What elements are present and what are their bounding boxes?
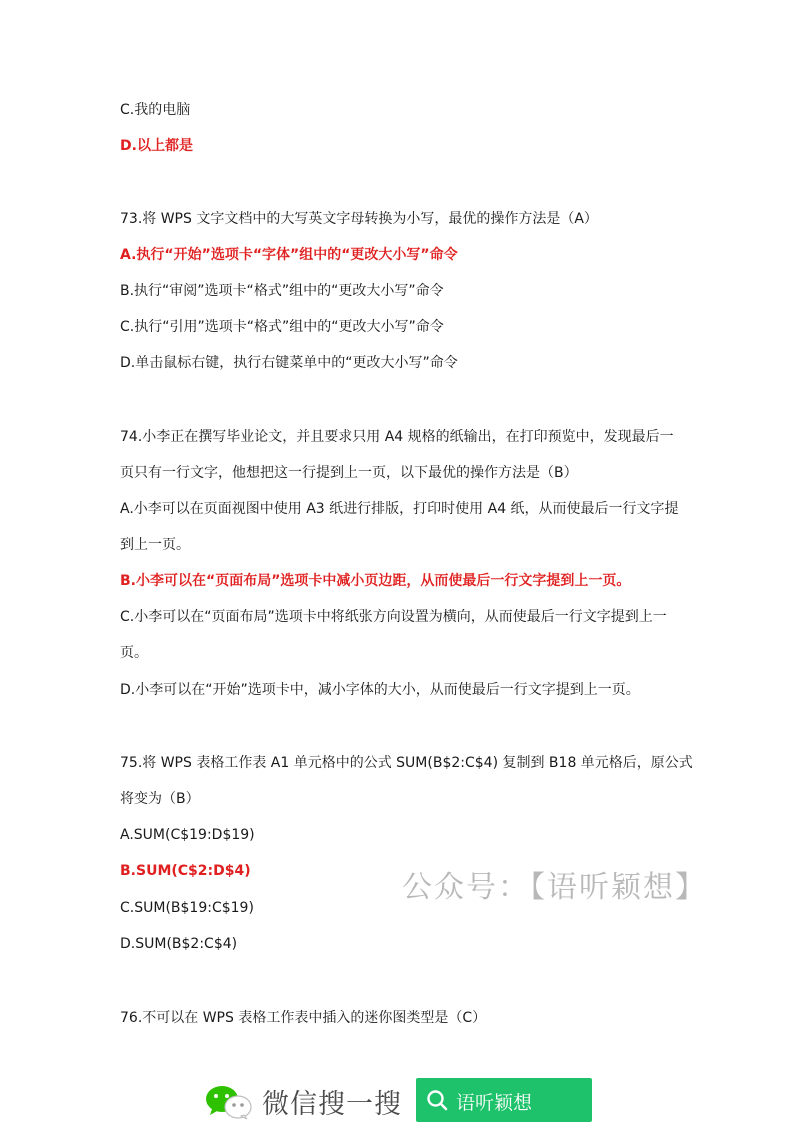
q74-option-b-answer: B.小李可以在“页面布局”选项卡中减小页边距，从而使最后一行文字提到上一页。	[120, 573, 631, 589]
q74-question-line2: 页只有一行文字，他想把这一行提到上一页，以下最优的操作方法是（B）	[120, 465, 578, 481]
search-label: 语听颖想	[456, 1092, 533, 1114]
search-button[interactable]	[416, 1078, 592, 1122]
q76-question: 76.不可以在 WPS 表格工作表中插入的迷你图类型是（C）	[120, 1010, 487, 1026]
q74-option-c-line1: C.小李可以在“页面布局”选项卡中将纸张方向设置为横向，从而使最后一行文字提到上一	[120, 609, 667, 625]
q75-question-line2: 将变为（B）	[120, 791, 200, 807]
q74-option-a-line2: 到上一页。	[120, 537, 190, 553]
q75-question-line1: 75.将 WPS 表格工作表 A1 单元格中的公式 SUM(B$2:C$4) 复制到 B18 单元格后，原公式	[120, 755, 693, 771]
q74-question-line1: 74.小李正在撰写毕业论文，并且要求只用 A4 规格的纸输出，在打印预览中，发现最后一	[120, 429, 674, 445]
q75-option-a: A.SUM(C$19:D$19)	[120, 827, 255, 843]
q73-option-a-answer: A.执行“开始”选项卡“字体”组中的“更改大小写”命令	[120, 247, 458, 263]
q74-option-a-line1: A.小李可以在页面视图中使用 A3 纸进行排版，打印时使用 A4 纸，从而使最后一行文字提	[120, 501, 679, 517]
q74-option-d: D.小李可以在“开始”选项卡中，减小字体的大小，从而使最后一行文字提到上一页。	[120, 682, 640, 698]
q75-option-d: D.SUM(B$2:C$4)	[120, 936, 238, 952]
q73-question: 73.将 WPS 文字文档中的大写英文字母转换为小写，最优的操作方法是（A）	[120, 211, 598, 227]
q73-option-c: C.执行“引用”选项卡“格式”组中的“更改大小写”命令	[120, 319, 444, 335]
q72-option-c: C.我的电脑	[120, 102, 191, 118]
q72-option-d-answer: D.以上都是	[120, 138, 193, 154]
search-icon	[426, 1089, 448, 1111]
q75-option-b-answer: B.SUM(C$2:D$4)	[120, 863, 251, 879]
q75-option-c: C.SUM(B$19:C$19)	[120, 900, 254, 916]
wechat-search-banner	[0, 1076, 800, 1126]
q73-option-d: D.单击鼠标右键，执行右键菜单中的“更改大小写”命令	[120, 355, 458, 371]
wechat-icon	[204, 1084, 252, 1120]
q74-option-c-line2: 页。	[120, 645, 148, 661]
watermark: 公众号：【语听颖想】	[402, 870, 707, 905]
wechat-search-text: 微信搜一搜	[262, 1089, 402, 1120]
q73-option-b: B.执行“审阅”选项卡“格式”组中的“更改大小写”命令	[120, 283, 444, 299]
